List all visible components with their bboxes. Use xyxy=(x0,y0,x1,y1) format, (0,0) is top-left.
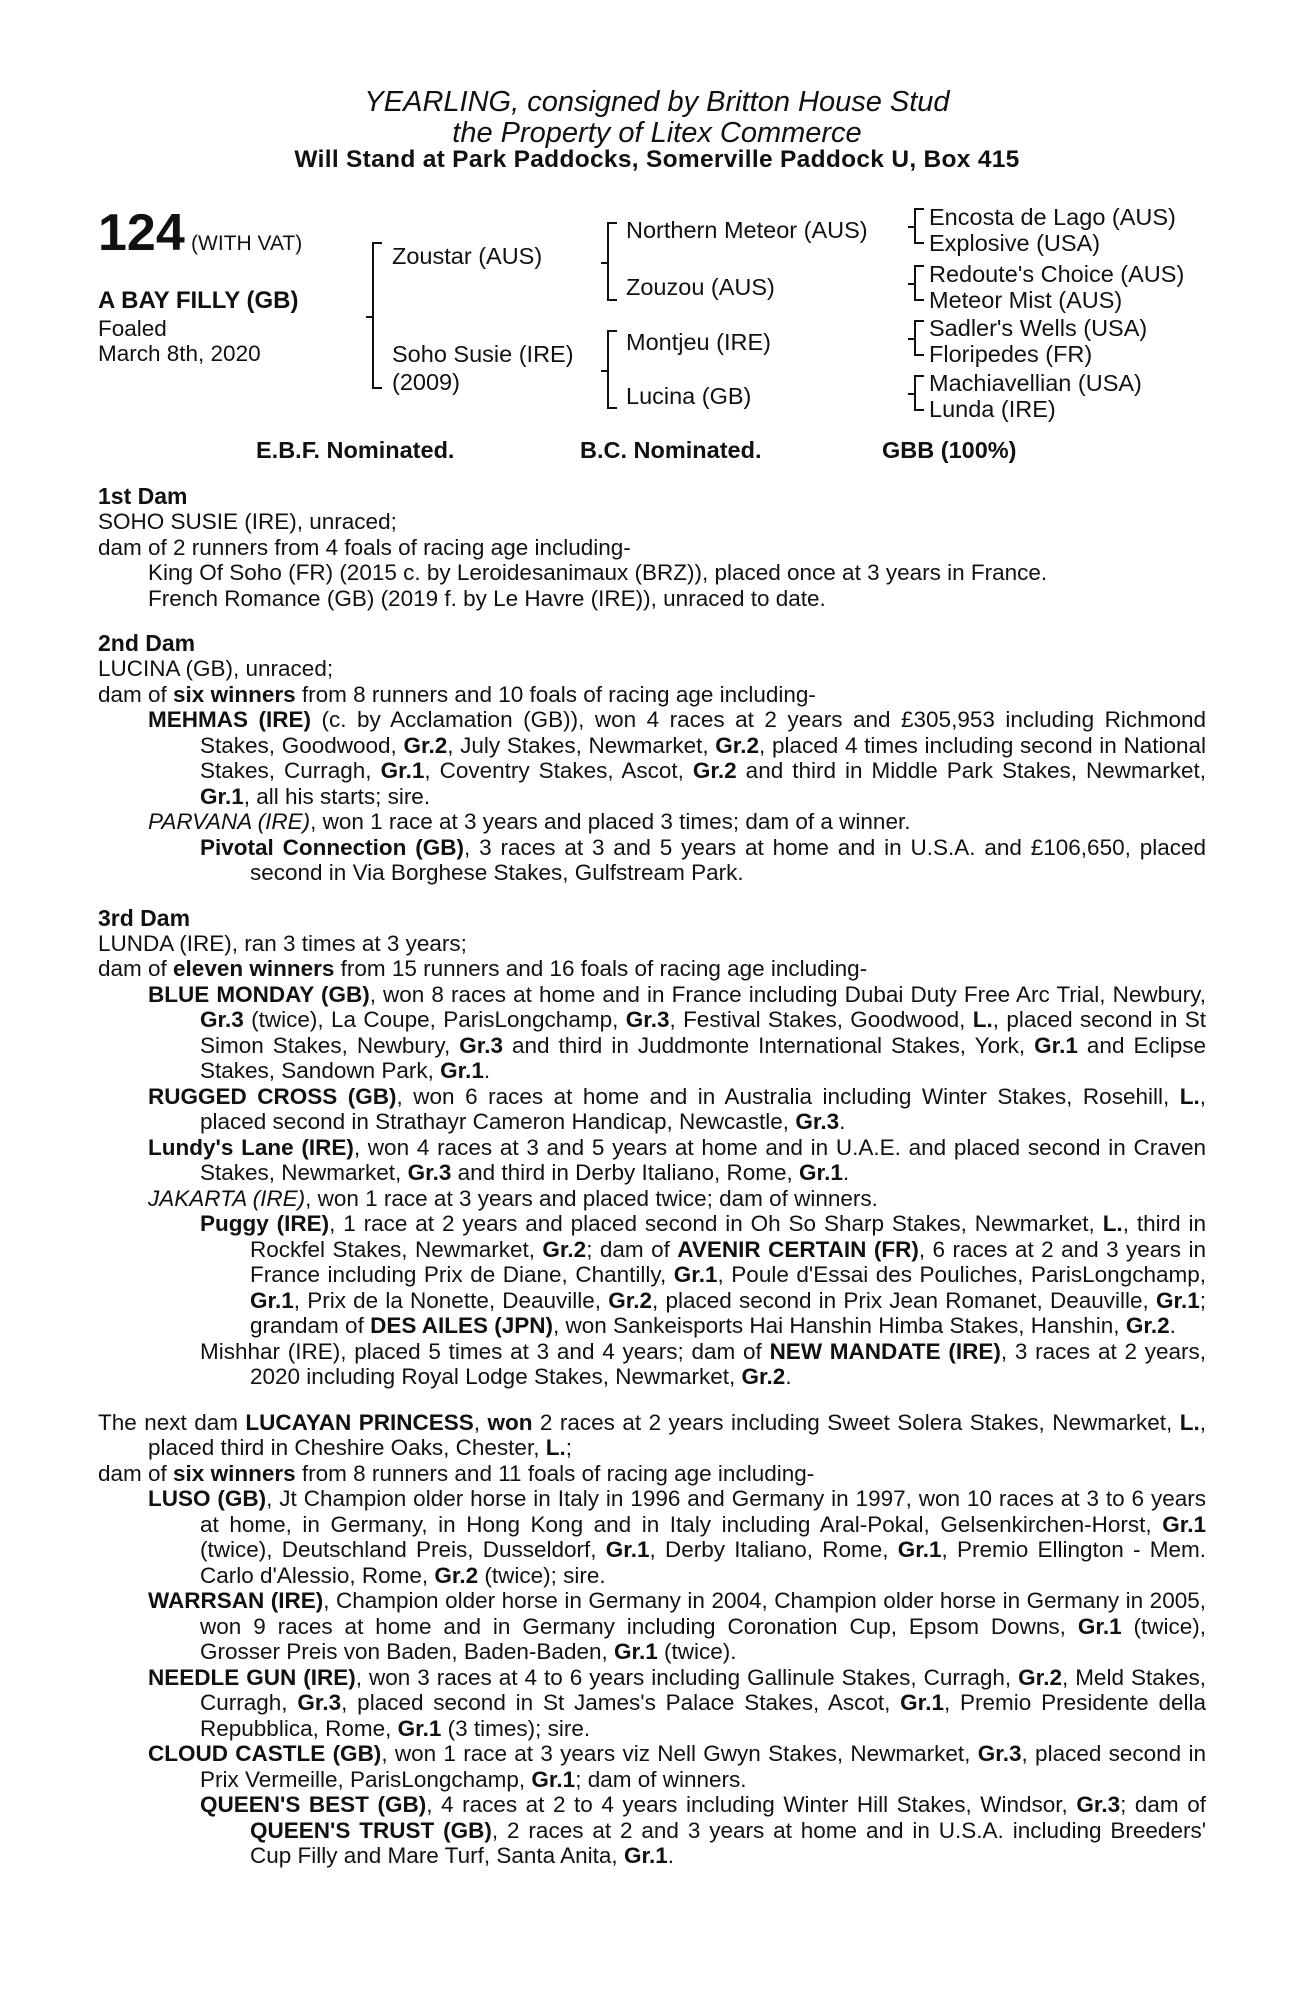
vat-note: (WITH VAT) xyxy=(191,232,303,255)
next-dam-paragraph: dam of six winners from 8 runners and 11 foals of racing age including- xyxy=(98,1460,815,1486)
next-dam-produce: LUSO (GB), Jt Champion older horse in Italy in 1996 and Germany in 1997, won 10 races at 3 to 6 years at home, in Germany, in Hong Kong and in Italy including Aral-Pokal, Gelsenkirchen-Horst, Gr.1 (twice), Deutschland Preis, Dusseldorf, Gr.1, Derby Italiano, Rome, Gr.1, Premio Ellington - Mem. Carlo d'Alessio, Rome, Gr.2 (twice); sire. xyxy=(148,1486,1206,1588)
next-dam-paragraph: The next dam LUCAYAN PRINCESS, won 2 races at 2 years including Sweet Solera Stakes, Newmarket, L., placed third in Cheshire Oaks, Chester, L.; xyxy=(98,1409,1206,1460)
pedigree-brace-gen1 xyxy=(372,242,382,389)
dam3-paragraph: dam of eleven winners from 15 runners and 16 foals of racing age including- xyxy=(98,956,868,981)
dam1-produce: French Romance (GB) (2019 f. by Le Havre (IRE)), unraced to date. xyxy=(148,585,826,611)
lot-number: 124 xyxy=(98,204,185,262)
foaled-label: Foaled xyxy=(98,316,167,341)
header-location: Will Stand at Park Paddocks, Somerville Paddock U, Box 415 xyxy=(294,146,1020,173)
next-dam-produce: WARRSAN (IRE), Champion older horse in Germany in 2004, Champion older horse in Germany in 2005, won 9 races at home and in Germany including Coronation Cup, Epsom Downs, Gr.1 (twice), Grosser Preis von Baden, Baden-Baden, Gr.1 (twice). xyxy=(148,1588,1207,1664)
bc-nominated: B.C. Nominated. xyxy=(580,437,762,463)
pedigree-sss: Encosta de Lago (AUS) xyxy=(929,204,1176,230)
pedigree-dss: Sadler's Wells (USA) xyxy=(929,315,1148,341)
header-consignor: YEARLING, consigned by Britton House Stud xyxy=(364,86,950,118)
dam3-paragraph: LUNDA (IRE), ran 3 times at 3 years; xyxy=(98,930,467,956)
pedigree-brace-dam xyxy=(607,330,617,409)
foaled-date: March 8th, 2020 xyxy=(98,341,261,366)
lot-number-line xyxy=(98,205,302,261)
pedigree-sds: Redoute's Choice (AUS) xyxy=(929,261,1185,287)
pedigree-sire: Zoustar (AUS) xyxy=(392,243,543,269)
pedigree-sire-sire: Northern Meteor (AUS) xyxy=(626,217,868,243)
dam3-produce: BLUE MONDAY (GB), won 8 races at home and in France including Dubai Duty Free Arc Trial, Newbury, Gr.3 (twice), La Coupe, ParisLongchamp, Gr.3, Festival Stakes, Goodwood, L., placed second in St Simon Stakes, Newbury, Gr.3 and third in Juddmonte International Stakes, York, Gr.1 and Eclipse Stakes, Sandown Park, Gr.1. xyxy=(148,981,1207,1083)
dam3-grandproduce: Mishhar (IRE), placed 5 times at 3 and 4 years; dam of NEW MANDATE (IRE), 3 races at 2 years, 2020 including Royal Lodge Stakes, Newmarket, Gr.2. xyxy=(200,1338,1207,1389)
pedigree-dam-dam: Lucina (GB) xyxy=(626,383,752,409)
pedigree-ssd: Explosive (USA) xyxy=(929,230,1101,256)
dam2-produce: MEHMAS (IRE) (c. by Acclamation (GB)), won 4 races at 2 years and £305,953 including Richmond Stakes, Goodwood, Gr.2, July Stakes, Newmarket, Gr.2, placed 4 times including second in National Stakes, Curragh, Gr.1, Coventry Stakes, Ascot, Gr.2 and third in Middle Park Stakes, Newmarket, Gr.1, all his starts; sire. xyxy=(148,707,1207,809)
dam3-produce: JAKARTA (IRE), won 1 race at 3 years and placed twice; dam of winners. xyxy=(148,1185,878,1211)
pedigree-brace-dd xyxy=(914,375,924,411)
pedigree-dds: Machiavellian (USA) xyxy=(929,370,1142,396)
pedigree-brace-ds xyxy=(914,320,924,356)
pedigree-sdd: Meteor Mist (AUS) xyxy=(929,287,1123,313)
dam2-grandproduce: Pivotal Connection (GB), 3 races at 3 and 5 years at home and in U.S.A. and £106,650, placed second in Via Borghese Stakes, Gulfstream Park. xyxy=(200,834,1207,885)
pedigree-dam: Soho Susie (IRE) xyxy=(392,341,574,367)
lot-title: A BAY FILLY (GB) xyxy=(98,287,299,314)
pedigree-sire-dam: Zouzou (AUS) xyxy=(626,274,775,300)
next-dam-produce: NEEDLE GUN (IRE), won 3 races at 4 to 6 years including Gallinule Stakes, Curragh, Gr.2, Meld Stakes, Curragh, Gr.3, placed second in St James's Palace Stakes, Ascot, Gr.1, Premio Presidente della Repubblica, Rome, Gr.1 (3 times); sire. xyxy=(148,1664,1206,1741)
pedigree-dam-year: (2009) xyxy=(392,369,460,395)
dam2-paragraph: dam of six winners from 8 runners and 10 foals of racing age including- xyxy=(98,681,816,707)
next-dam-grandproduce: QUEEN'S BEST (GB), 4 races at 2 to 4 years including Winter Hill Stakes, Windsor, Gr.3; dam of QUEEN'S TRUST (GB), 2 races at 2 and 3 years at home and in U.S.A. including Breeders' Cup Filly and Mare Turf, Santa Anita, Gr.1. xyxy=(200,1792,1206,1868)
pedigree-ddd: Lunda (IRE) xyxy=(929,396,1056,422)
dam1-paragraph: dam of 2 runners from 4 foals of racing age including- xyxy=(98,534,631,560)
pedigree-brace-sire xyxy=(607,222,617,301)
next-dam-produce: CLOUD CASTLE (GB), won 1 race at 3 years viz Nell Gwyn Stakes, Newmarket, Gr.3, placed second in Prix Vermeille, ParisLongchamp, Gr.1; dam of winners. xyxy=(148,1741,1207,1792)
dam3-grandproduce: Puggy (IRE), 1 race at 2 years and placed second in Oh So Sharp Stakes, Newmarket, L., third in Rockfel Stakes, Newmarket, Gr.2; dam of AVENIR CERTAIN (FR), 6 races at 2 and 3 years in France including Prix de Diane, Chantilly, Gr.1, Poule d'Essai des Pouliches, ParisLongchamp, Gr.1, Prix de la Nonette, Deauville, Gr.2, placed second in Prix Jean Romanet, Deauville, Gr.1; grandam of DES AILES (JPN), won Sankeisports Hai Hanshin Himba Stakes, Hanshin, Gr.2. xyxy=(200,1211,1206,1338)
section-1st-dam: 1st Dam xyxy=(98,483,188,509)
pedigree-brace-sd xyxy=(914,265,924,301)
dam3-produce: Lundy's Lane (IRE), won 4 races at 3 and 5 years at home and in U.A.E. and placed second in Craven Stakes, Newmarket, Gr.3 and third in Derby Italiano, Rome, Gr.1. xyxy=(148,1134,1206,1185)
header-property: the Property of Litex Commerce xyxy=(452,117,862,149)
section-2nd-dam: 2nd Dam xyxy=(98,630,196,656)
produce-record xyxy=(98,484,1206,1869)
gbb-badge: GBB (100%) xyxy=(882,437,1017,463)
pedigree-dam-sire: Montjeu (IRE) xyxy=(626,329,771,355)
dam1-paragraph: SOHO SUSIE (IRE), unraced; xyxy=(98,509,397,534)
ebf-nominated: E.B.F. Nominated. xyxy=(256,437,455,463)
dam1-produce: King Of Soho (FR) (2015 c. by Leroidesanimaux (BRZ)), placed once at 3 years in France. xyxy=(148,560,1048,585)
pedigree-dsd: Floripedes (FR) xyxy=(929,341,1093,367)
dam2-produce: PARVANA (IRE), won 1 race at 3 years and placed 3 times; dam of a winner. xyxy=(148,809,911,834)
dam3-produce: RUGGED CROSS (GB), won 6 races at home and in Australia including Winter Stakes, Rosehill, L., placed second in Strathayr Cameron Handicap, Newcastle, Gr.3. xyxy=(148,1083,1206,1134)
dam2-paragraph: LUCINA (GB), unraced; xyxy=(98,656,334,681)
pedigree-brace-ss xyxy=(914,208,924,244)
section-3rd-dam: 3rd Dam xyxy=(98,904,191,931)
